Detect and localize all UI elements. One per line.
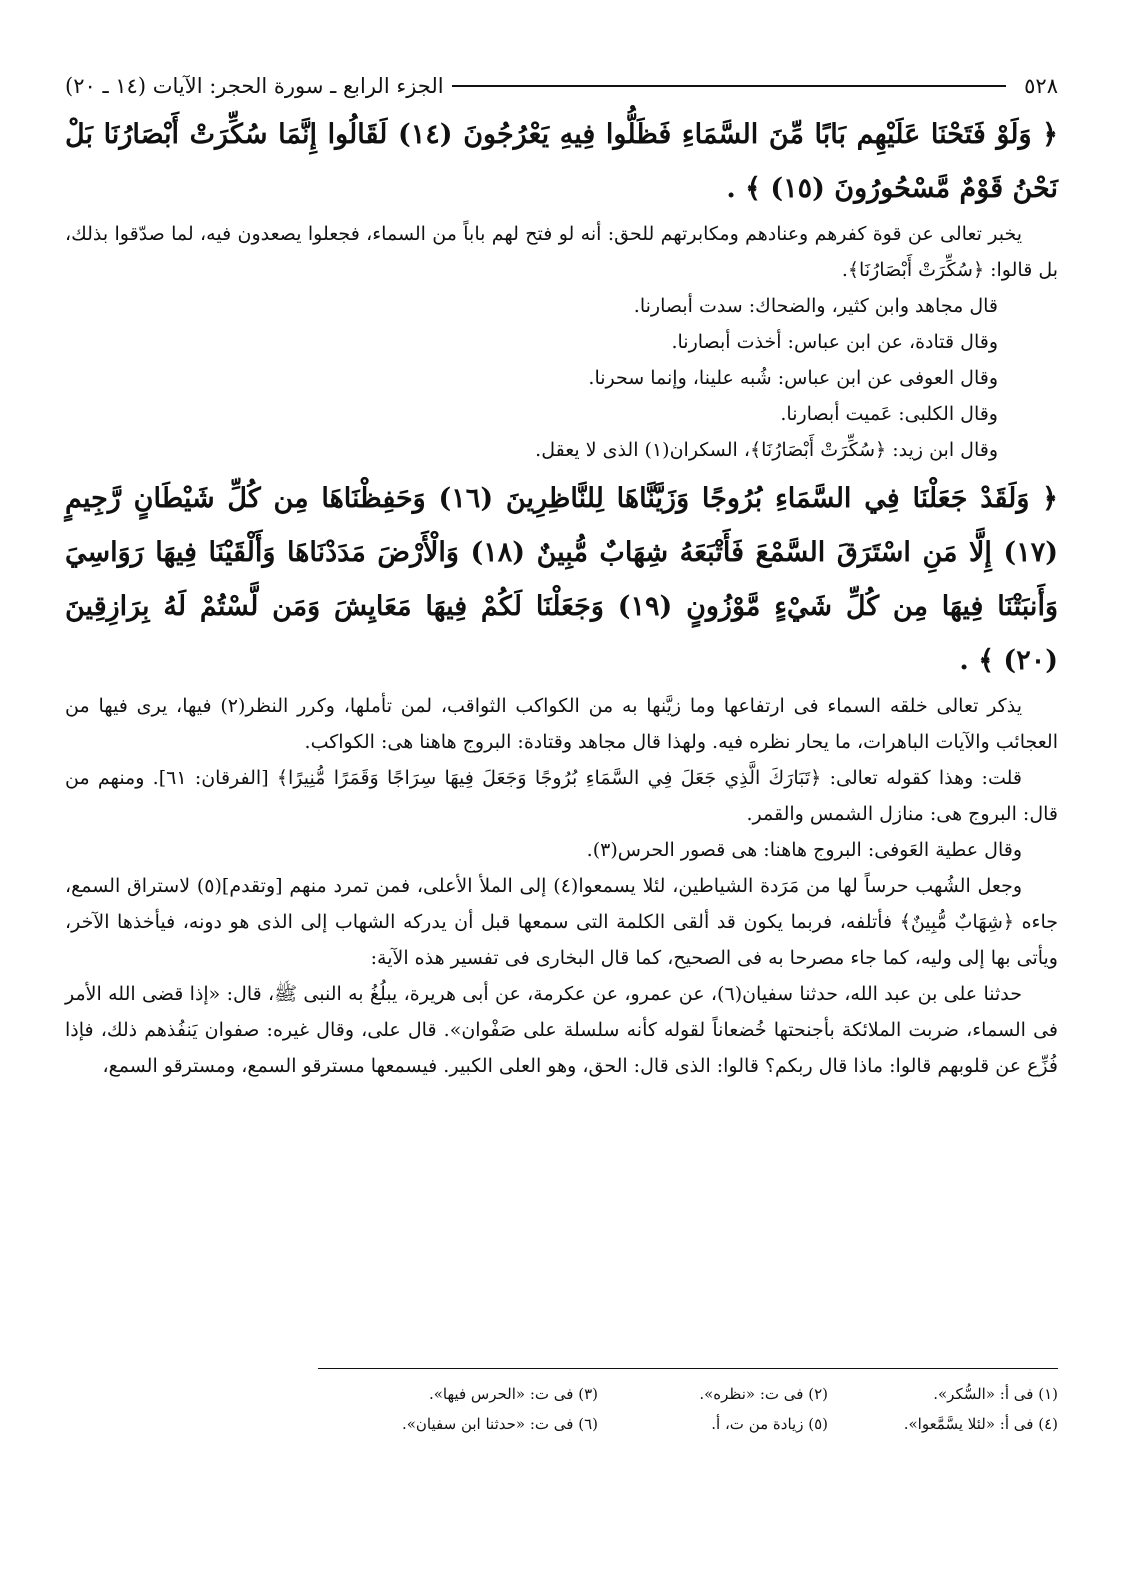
quote-line: وقال ابن زيد: ﴿سُكِّرَتْ أَبْصَارُنَا﴾، السكران(١) الذى لا يعقل. bbox=[535, 439, 998, 461]
footnotes bbox=[65, 1368, 1058, 1439]
running-header bbox=[65, 68, 1058, 104]
header-rule bbox=[452, 85, 1007, 87]
commentary-paragraph: يذكر تعالى خلقه السماء فى ارتفاعها وما زيَّنها به من الكواكب الثواقب، لمن تأملها، وكرر النظر(٢) فيها، يرى فيها من العجائب والآيات الباهرات، ما يحار نظره فيه. ولهذا قال مجاهد وقتادة: البروج هاهنا هى: الكواكب. bbox=[65, 695, 1058, 753]
footnote: (٤) فى أ: «لئلا يسَّمَّعوا». bbox=[903, 1415, 1058, 1433]
quran-verses-16-20: ﴿ وَلَقَدْ جَعَلْنَا فِي السَّمَاءِ بُرُوجًا وَزَيَّنَّاهَا لِلنَّاظِرِينَ (١٦) وَحَفِظْنَاهَا مِن كُلِّ شَيْطَانٍ رَّجِيمٍ (١٧) إِلَّا مَنِ اسْتَرَقَ السَّمْعَ فَأَتْبَعَهُ شِهَابٌ مُّبِينٌ (١٨) وَالْأَرْضَ مَدَدْنَاهَا وَأَلْقَيْنَا فِيهَا رَوَاسِيَ وَأَنبَتْنَا فِيهَا مِن كُلِّ شَيْءٍ مَّوْزُونٍ (١٩) وَجَعَلْنَا لَكُمْ فِيهَا مَعَايِشَ وَمَن لَّسْتُمْ لَهُ بِرَازِقِينَ (٢٠) ﴾ . bbox=[65, 483, 1058, 676]
quote-line: وقال العوفى عن ابن عباس: شُبه علينا، وإنما سحرنا. bbox=[588, 367, 998, 389]
footnote: (١) فى أ: «السُّكر». bbox=[933, 1385, 1058, 1403]
commentary-paragraph: وجعل الشُهب حرساً لها من مَرَدة الشياطين، لئلا يسمعوا(٤) إلى الملأ الأعلى، فمن تمرد منهم [وتقدم](٥) لاستراق السمع، جاءه ﴿شِهَابٌ مُّبِينٌ﴾ فأتلفه، فربما يكون قد ألقى الكلمة التى سمعها قبل أن يدركه الشهاب إلى الذى هو دونه، فيأخذها الآخر، ويأتى بها إلى وليه، كما جاء مصرحا به فى الصحيح، كما قال البخارى فى تفسير هذه الآية: bbox=[65, 875, 1058, 969]
footnote: (٦) فى ت: «حدثنا ابن سفيان». bbox=[401, 1415, 598, 1433]
header-title: الجزء الرابع ـ سورة الحجر: الآيات (١٤ ـ ٢٠) bbox=[65, 74, 444, 98]
quran-verses-14-15: ﴿ وَلَوْ فَتَحْنَا عَلَيْهِم بَابًا مِّنَ السَّمَاءِ فَظَلُّوا فِيهِ يَعْرُجُونَ (١٤) لَقَالُوا إِنَّمَا سُكِّرَتْ أَبْصَارُنَا بَلْ نَحْنُ قَوْمٌ مَّسْحُورُونَ (١٥) ﴾ . bbox=[65, 119, 1059, 204]
quote-line: وقال قتادة، عن ابن عباس: أخذت أبصارنا. bbox=[671, 331, 998, 353]
page-body bbox=[65, 68, 1058, 1084]
footnote-row bbox=[65, 1409, 1058, 1439]
page-number: ٥٢٨ bbox=[1024, 74, 1058, 98]
footnote: (٣) فى ت: «الحرس فيها». bbox=[428, 1385, 598, 1403]
footnote: (٢) فى ت: «نظره». bbox=[699, 1385, 828, 1403]
commentary-paragraph: وقال عطية العَوفى: البروج هاهنا: هى قصور الحرس(٣). bbox=[586, 839, 1022, 861]
footnote-rule bbox=[318, 1368, 1058, 1369]
commentary-paragraph: حدثنا على بن عبد الله، حدثنا سفيان(٦)، عن عمرو، عن عكرمة، عن أبى هريرة، يبلُغُ به النبى ﷺ، قال: «إذا قضى الله الأمر فى السماء، ضربت الملائكة بأجنحتها خُضعاناً لقوله كأنه سلسلة على صَفْوان». قال على، وقال غيره: صفوان يَنفُذهم ذلك، فإذا فُزِّع عن قلوبهم قالوا: ماذا قال ربكم؟ قالوا: الذى قال: الحق، وهو العلى الكبير. فيسمعها مسترقو السمع، ومسترقو السمع، bbox=[65, 983, 1058, 1077]
quote-line: قال مجاهد وابن كثير، والضحاك: سدت أبصارنا. bbox=[633, 295, 998, 317]
footnote-row bbox=[65, 1379, 1058, 1409]
footnote: (٥) زيادة من ت، أ. bbox=[711, 1415, 828, 1433]
quote-line: وقال الكلبى: عَميت أبصارنا. bbox=[780, 403, 998, 425]
commentary-paragraph: يخبر تعالى عن قوة كفرهم وعنادهم ومكابرتهم للحق: أنه لو فتح لهم باباً من السماء، فجعلوا يصعدون فيه، لما صدّقوا بذلك، بل قالوا: ﴿سُكِّرَتْ أَبْصَارُنَا﴾. bbox=[65, 223, 1058, 281]
commentary-paragraph: قلت: وهذا كقوله تعالى: ﴿تَبَارَكَ الَّذِي جَعَلَ فِي السَّمَاءِ بُرُوجًا وَجَعَلَ فِيهَا سِرَاجًا وَقَمَرًا مُّنِيرًا﴾ [الفرقان: ٦١]. ومنهم من قال: البروج هى: منازل الشمس والقمر. bbox=[65, 767, 1058, 825]
